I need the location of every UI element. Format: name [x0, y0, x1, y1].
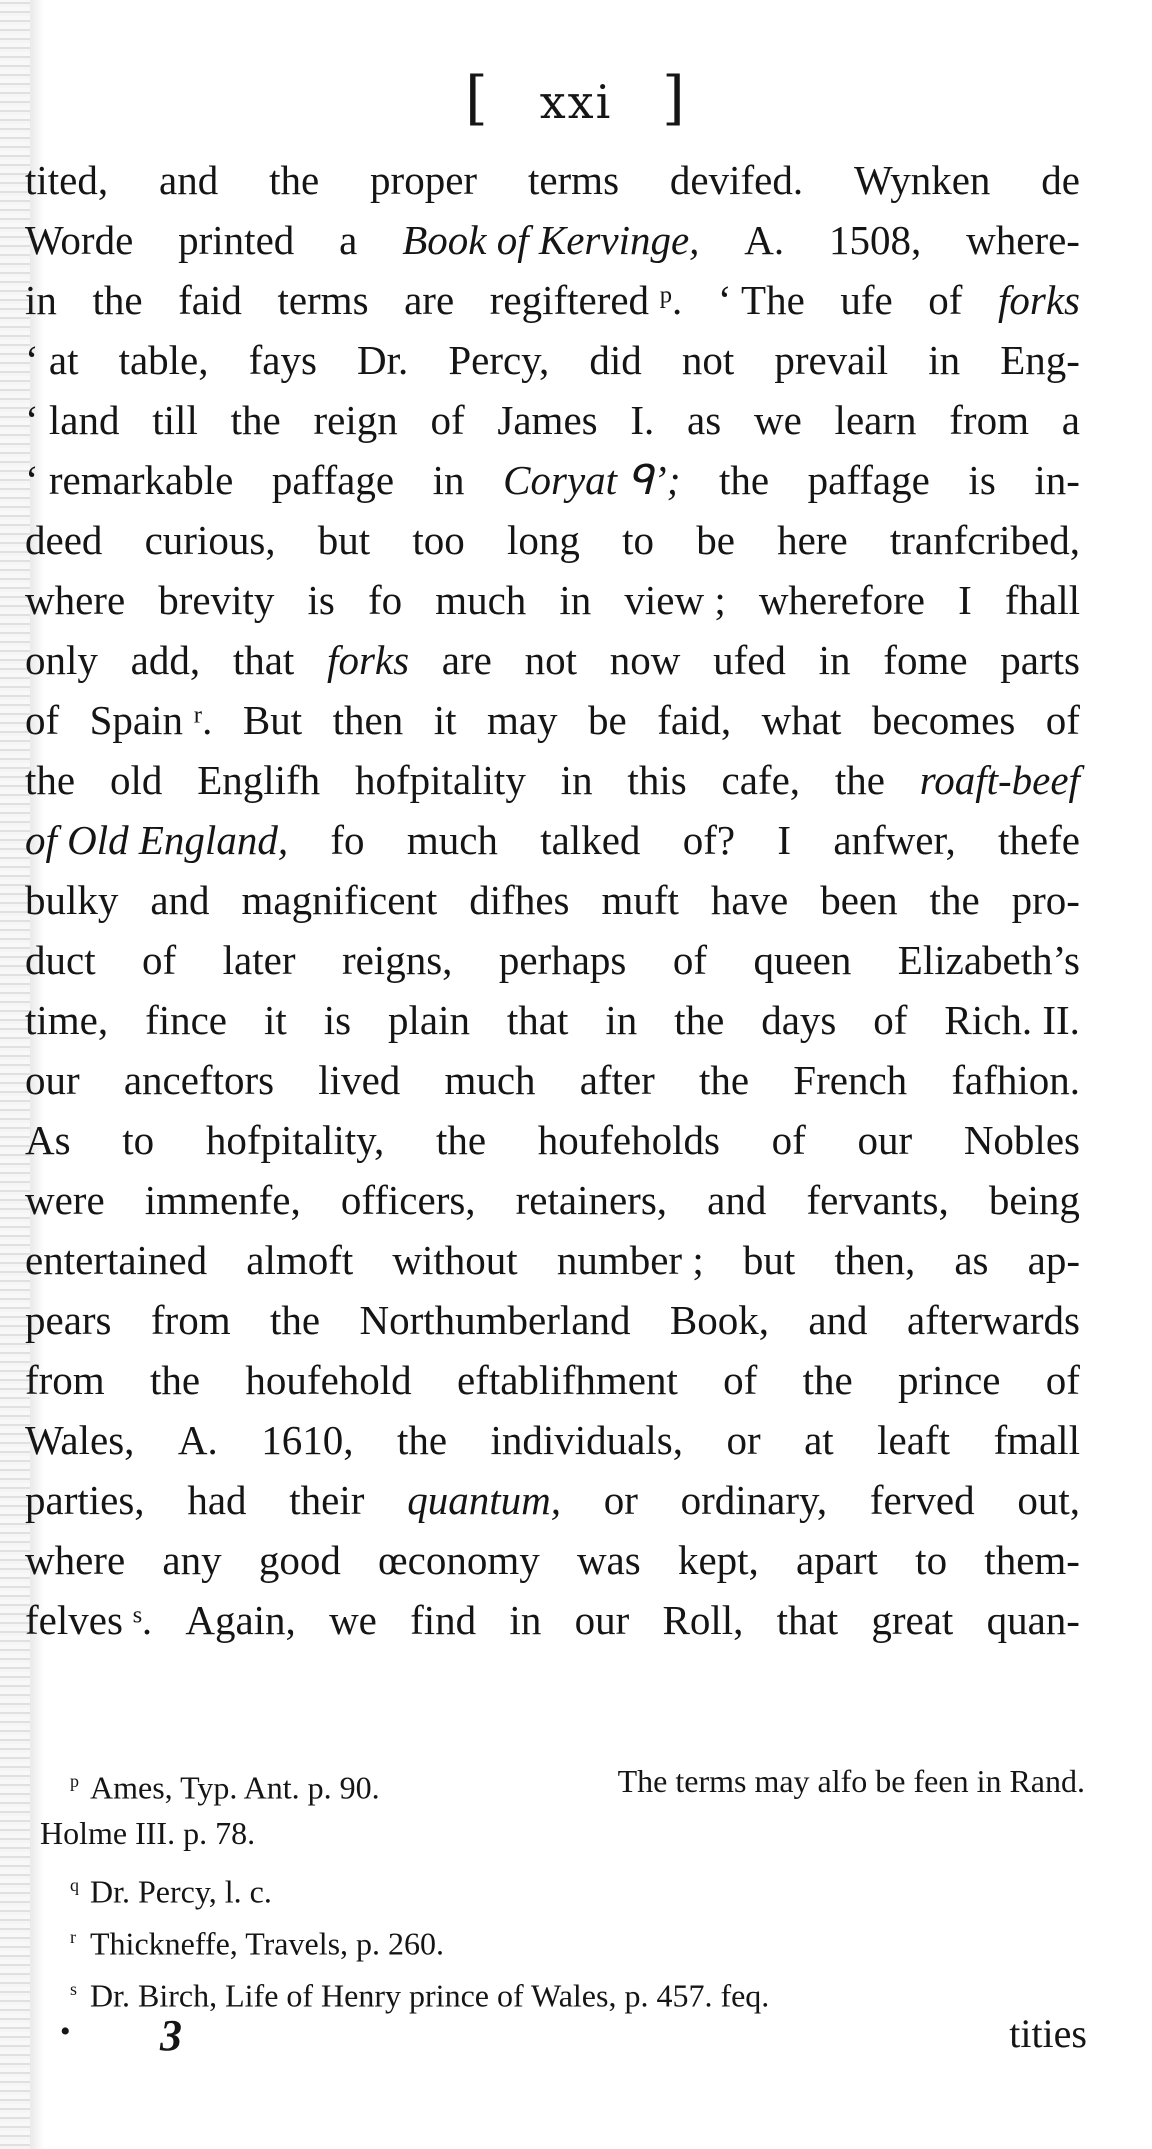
page-number: xxi — [539, 75, 613, 129]
word: anceftors — [123, 1057, 275, 1103]
word: almoft — [246, 1237, 354, 1283]
body-text — [25, 150, 1080, 1650]
text-line — [25, 1350, 1080, 1410]
word: hofpitality, — [205, 1117, 385, 1163]
word: days — [761, 997, 837, 1043]
word: our — [574, 1597, 630, 1643]
word: then — [332, 697, 404, 743]
word: cafe, — [721, 757, 801, 803]
footnotes — [40, 1755, 1085, 2015]
word: is — [307, 577, 335, 623]
word: forks — [327, 637, 410, 683]
word: we — [753, 397, 802, 443]
text-line — [25, 1590, 1080, 1650]
word: 1610, — [261, 1417, 354, 1463]
word: the — [718, 457, 770, 503]
word: in — [509, 1597, 542, 1643]
word: lived — [318, 1057, 401, 1103]
text-line — [25, 570, 1080, 630]
word: individuals, — [490, 1417, 683, 1463]
word: fays — [248, 337, 317, 383]
word: did — [589, 337, 642, 383]
footnote-mark-r: r — [70, 1927, 76, 1947]
word: now — [609, 637, 681, 683]
text-line — [25, 870, 1080, 930]
word: in — [25, 277, 57, 323]
word: plain — [387, 997, 470, 1043]
word: much — [435, 577, 527, 623]
footnote-p — [40, 1755, 1085, 1807]
word: as — [954, 1237, 989, 1283]
word: the — [396, 1417, 448, 1463]
word: eftablifhment — [456, 1357, 678, 1403]
text-line — [25, 1050, 1080, 1110]
footnote-p-continuation: Holme III. p. 78. — [40, 1815, 256, 1851]
word: where- — [966, 217, 1080, 263]
text-line — [25, 1530, 1080, 1590]
text-line — [25, 810, 1080, 870]
word: pro- — [1011, 877, 1080, 923]
word: quantum, — [407, 1477, 561, 1523]
word: duct — [25, 937, 96, 983]
word: ap- — [1027, 1237, 1080, 1283]
word: good — [258, 1537, 341, 1583]
word: too — [412, 517, 465, 563]
word: faid, — [657, 697, 732, 743]
word: Elizabeth’s — [897, 937, 1080, 983]
word: parties, — [25, 1477, 145, 1523]
word: may — [486, 697, 558, 743]
footnote-p-text-b: The terms may alfo be feen in Rand. — [617, 1763, 1085, 1799]
word: afterwards — [906, 1297, 1080, 1343]
word: at — [804, 1417, 834, 1463]
footnote-mark-s: s — [70, 1979, 78, 1999]
word: œconomy — [378, 1537, 540, 1583]
word: only — [25, 637, 98, 683]
word: number ; — [556, 1237, 704, 1283]
word: Dr. — [356, 337, 409, 383]
word: French — [793, 1057, 908, 1103]
word: tited, — [25, 157, 109, 203]
word: in — [928, 337, 961, 383]
text-line — [25, 150, 1080, 210]
text-line — [25, 750, 1080, 810]
footnote-mark-p: p — [70, 1771, 79, 1791]
word: retainers, — [515, 1177, 668, 1223]
word: till — [152, 397, 198, 443]
word: proper — [370, 157, 478, 203]
word: Eng- — [1000, 337, 1080, 383]
footnote-r-text: Thickneffe, Travels, p. 260. — [90, 1925, 445, 1962]
text-line — [25, 450, 1080, 510]
word: prevail — [774, 337, 889, 383]
word: talked — [540, 817, 641, 863]
word: faid — [178, 277, 242, 323]
word: them- — [984, 1537, 1080, 1583]
word: great — [871, 1597, 954, 1643]
word: deed — [25, 517, 103, 563]
word: from — [150, 1297, 231, 1343]
signature-number: 3 — [160, 2011, 182, 2060]
word: ‘ The — [717, 277, 805, 323]
word: devifed. — [669, 157, 804, 203]
footnote-q — [40, 1859, 1085, 1911]
text-line — [25, 270, 1080, 330]
text-line — [25, 630, 1080, 690]
text-line — [25, 210, 1080, 270]
word: their — [289, 1477, 365, 1523]
word: to — [915, 1537, 948, 1583]
word: houfehold — [245, 1357, 412, 1403]
word: forks — [997, 277, 1080, 323]
word: paffage — [271, 457, 395, 503]
word: are — [441, 637, 492, 683]
word: becomes — [871, 697, 1016, 743]
word: and — [707, 1177, 767, 1223]
word: felves ˢ. — [25, 1597, 153, 1643]
word: thefe — [998, 817, 1080, 863]
word: then, — [834, 1237, 916, 1283]
word: Northumberland — [359, 1297, 631, 1343]
word: immenfe, — [144, 1177, 301, 1223]
text-line — [25, 1170, 1080, 1230]
word: As — [25, 1117, 71, 1163]
word: muft — [601, 877, 679, 923]
word: being — [988, 1177, 1080, 1223]
signature-mark: • — [60, 2015, 71, 2048]
word: Nobles — [963, 1117, 1080, 1163]
word: Book of Kervinge, — [402, 217, 700, 263]
word: Wales, — [25, 1417, 135, 1463]
word: out, — [1017, 1477, 1080, 1523]
word: be — [696, 517, 735, 563]
footnote-r — [40, 1911, 1085, 1963]
word: was — [576, 1537, 641, 1583]
word: and — [808, 1297, 868, 1343]
word: learn — [834, 397, 917, 443]
word: of — [672, 937, 707, 983]
word: to — [122, 1117, 155, 1163]
word: of — [430, 397, 465, 443]
word: the — [929, 877, 980, 923]
word: A. — [744, 217, 785, 263]
text-line — [25, 1470, 1080, 1530]
word: ufe — [840, 277, 893, 323]
word: roaft-beef — [919, 757, 1080, 803]
word: ‘ remarkable — [25, 457, 234, 503]
word: brevity — [158, 577, 275, 623]
word: ordinary, — [680, 1477, 828, 1523]
word: the — [269, 157, 320, 203]
text-line — [25, 330, 1080, 390]
word: and — [159, 157, 219, 203]
word: from — [25, 1357, 105, 1403]
word: the — [92, 277, 143, 323]
word: after — [579, 1057, 655, 1103]
word: ‘ land — [25, 397, 120, 443]
word: not — [524, 637, 577, 683]
word: in — [605, 997, 638, 1043]
word: Worde — [25, 217, 134, 263]
word: the — [150, 1357, 201, 1403]
word: of — [142, 937, 177, 983]
word: Again, — [185, 1597, 296, 1643]
word: a — [1061, 397, 1080, 443]
word: are — [404, 277, 455, 323]
word: old — [109, 757, 163, 803]
word: the — [802, 1357, 853, 1403]
word: reign — [313, 397, 398, 443]
word: I — [777, 817, 792, 863]
word: have — [710, 877, 789, 923]
word: the — [270, 1297, 321, 1343]
word: where — [25, 577, 126, 623]
word: that — [776, 1597, 839, 1643]
word: our — [25, 1057, 80, 1103]
word: Rich. II. — [944, 997, 1080, 1043]
footnote-s — [40, 1963, 1085, 2015]
text-line — [25, 930, 1080, 990]
word: ferved — [869, 1477, 975, 1523]
word: it — [433, 697, 457, 743]
word: magnificent — [241, 877, 438, 923]
word: in — [432, 457, 465, 503]
word: of — [723, 1357, 758, 1403]
text-line — [25, 1290, 1080, 1350]
text-line — [25, 690, 1080, 750]
word: terms — [277, 277, 369, 323]
word: James — [497, 397, 598, 443]
word: bulky — [25, 877, 119, 923]
catchword: tities — [1009, 2011, 1087, 2056]
word: ‘ at — [25, 337, 79, 383]
word: Percy, — [448, 337, 550, 383]
word: long — [506, 517, 580, 563]
word: or — [603, 1477, 638, 1523]
word: were — [25, 1177, 105, 1223]
word: of — [1045, 1357, 1080, 1403]
word: Wynken — [853, 157, 991, 203]
word: terms — [527, 157, 620, 203]
word: but — [742, 1237, 796, 1283]
word: kept, — [677, 1537, 759, 1583]
word: curious, — [144, 517, 276, 563]
word: paffage — [807, 457, 930, 503]
word: entertained — [25, 1237, 208, 1283]
word: of — [25, 697, 60, 743]
word: of? — [682, 817, 736, 863]
word: from — [949, 397, 1029, 443]
word: parts — [1000, 637, 1080, 683]
word: not — [681, 337, 735, 383]
word: find — [410, 1597, 477, 1643]
word: any — [162, 1537, 222, 1583]
page-header — [0, 64, 1152, 132]
header-right-bracket: ] — [662, 64, 687, 132]
word: in- — [1034, 457, 1080, 503]
word: later — [222, 937, 296, 983]
word: wherefore — [758, 577, 925, 623]
word: we — [329, 1597, 377, 1643]
word: houfeholds — [537, 1117, 720, 1163]
word: much — [444, 1057, 536, 1103]
word: pears — [25, 1297, 112, 1343]
word: here — [777, 517, 848, 563]
word: apart — [796, 1537, 878, 1583]
word: Book, — [669, 1297, 769, 1343]
text-line — [25, 1410, 1080, 1470]
word: without — [392, 1237, 518, 1283]
word: Spain ʳ. — [89, 697, 213, 743]
footnote-mark-q: q — [70, 1875, 79, 1895]
word: hofpitality — [355, 757, 526, 803]
text-line — [25, 510, 1080, 570]
word: anfwer, — [833, 817, 956, 863]
footnote-s-text: Dr. Birch, Life of Henry prince of Wales, p. 457. feq. — [90, 1977, 770, 2014]
word: I — [958, 577, 972, 623]
word: of — [873, 997, 908, 1043]
word: our — [857, 1117, 913, 1163]
footnote-p-text-a: Ames, Typ. Ant. p. 90. — [90, 1769, 380, 1806]
word: of — [1045, 697, 1080, 743]
word: tranfcribed, — [889, 517, 1080, 563]
word: fmall — [993, 1417, 1080, 1463]
word: is — [968, 457, 996, 503]
word: officers, — [340, 1177, 476, 1223]
word: fhall — [1004, 577, 1080, 623]
word: Coryat ᑫ’; — [503, 457, 681, 503]
word: in — [818, 637, 851, 683]
word: in — [560, 757, 593, 803]
word: as — [687, 397, 722, 443]
word: to — [622, 517, 654, 563]
word: been — [820, 877, 898, 923]
word: that — [506, 997, 569, 1043]
word: had — [187, 1477, 247, 1523]
word: the — [435, 1117, 487, 1163]
header-left-bracket: [ — [465, 64, 490, 132]
word: difhes — [469, 877, 570, 923]
word: is — [323, 997, 352, 1043]
text-line — [25, 390, 1080, 450]
word: the — [834, 757, 885, 803]
word: of Old England, — [25, 817, 289, 863]
word: regiftered ᵖ. — [489, 277, 683, 323]
word: ufed — [713, 637, 786, 683]
word: Roll, — [662, 1597, 744, 1643]
word: a — [339, 217, 358, 263]
word: of — [928, 277, 963, 323]
word: view ; — [624, 577, 726, 623]
word: the — [25, 757, 76, 803]
word: prince — [898, 1357, 1001, 1403]
word: reigns, — [341, 937, 453, 983]
word: much — [406, 817, 498, 863]
word: A. — [177, 1417, 218, 1463]
word: I. — [630, 397, 655, 443]
word: it — [263, 997, 287, 1043]
word: this — [627, 757, 687, 803]
word: de — [1041, 157, 1080, 203]
word: fo — [330, 817, 365, 863]
word: perhaps — [498, 937, 627, 983]
word: 1508, — [829, 217, 922, 263]
word: or — [726, 1417, 761, 1463]
text-line — [25, 1230, 1080, 1290]
word: be — [588, 697, 627, 743]
word: Englifh — [197, 757, 321, 803]
text-line — [25, 990, 1080, 1050]
word: fafhion. — [951, 1057, 1080, 1103]
word: leaft — [877, 1417, 950, 1463]
word: that — [232, 637, 295, 683]
word: queen — [753, 937, 852, 983]
word: But — [242, 697, 303, 743]
word: fervants, — [806, 1177, 949, 1223]
word: and — [150, 877, 210, 923]
word: the — [699, 1057, 750, 1103]
word: what — [761, 697, 842, 743]
word: where — [25, 1537, 126, 1583]
page-bottom — [0, 2010, 1152, 2070]
word: fince — [145, 997, 228, 1043]
word: the — [230, 397, 281, 443]
word: in — [559, 577, 592, 623]
word: add, — [130, 637, 201, 683]
word: of — [771, 1117, 806, 1163]
word: printed — [178, 217, 295, 263]
word: fome — [883, 637, 968, 683]
word: fo — [367, 577, 403, 623]
word: time, — [25, 997, 109, 1043]
word: table, — [118, 337, 209, 383]
footnote-q-text: Dr. Percy, l. c. — [90, 1873, 272, 1910]
word: but — [317, 517, 371, 563]
word: the — [674, 997, 725, 1043]
text-line — [25, 1110, 1080, 1170]
word: quan- — [986, 1597, 1080, 1643]
